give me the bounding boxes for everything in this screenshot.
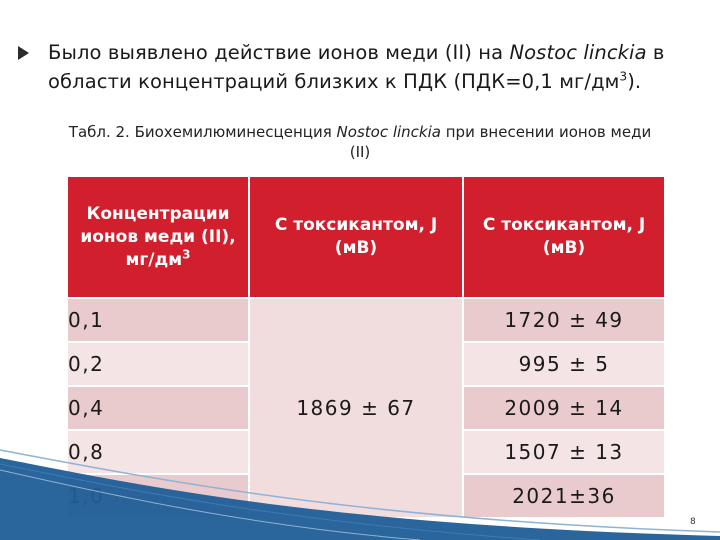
bullet-arrow-icon: [18, 46, 29, 60]
value-cell: 2021±36: [463, 474, 665, 518]
table-row: [67, 298, 665, 342]
bullet-text-before: Было выявлено действие ионов меди (II) на: [48, 41, 510, 64]
bullet-text-after: в области концентраций близких к ПДК (ПДК=0,1 мг/дм: [48, 41, 665, 93]
header-concentration-text: Концентрации ионов меди (II), мг/дм: [80, 203, 236, 270]
bullet-text-end: ).: [627, 70, 642, 93]
bullet-text: [48, 38, 708, 96]
table-caption: [60, 122, 660, 162]
merged-value-cell: 1869 ± 67: [249, 298, 463, 518]
header-concentration: [67, 176, 249, 298]
caption-species: Nostoc linckia: [336, 123, 441, 141]
concentration-cell: 0,4: [67, 386, 249, 430]
header-toxicant-2: С токсикантом, J (мВ): [463, 176, 665, 298]
value-cell: 995 ± 5: [463, 342, 665, 386]
header-concentration-sup: 3: [182, 246, 191, 261]
concentration-cell: 0,2: [67, 342, 249, 386]
page-number: 8: [690, 517, 696, 527]
concentration-cell: 0,1: [67, 298, 249, 342]
value-cell: 1507 ± 13: [463, 430, 665, 474]
concentration-cell: 0,8: [67, 430, 249, 474]
bullet-species: Nostoc linckia: [509, 41, 647, 64]
value-cell: 2009 ± 14: [463, 386, 665, 430]
bullet-superscript: 3: [619, 69, 628, 84]
decorative-swoosh: [0, 440, 720, 540]
caption-after: при внесении ионов меди (II): [349, 123, 652, 161]
header-toxicant-1: С токсикантом, J (мВ): [249, 176, 463, 298]
value-cell: 1720 ± 49: [463, 298, 665, 342]
table-header-row: [67, 176, 665, 298]
caption-before: Табл. 2. Биохемилюминесценция: [68, 123, 337, 141]
bullet-paragraph: [18, 38, 708, 96]
